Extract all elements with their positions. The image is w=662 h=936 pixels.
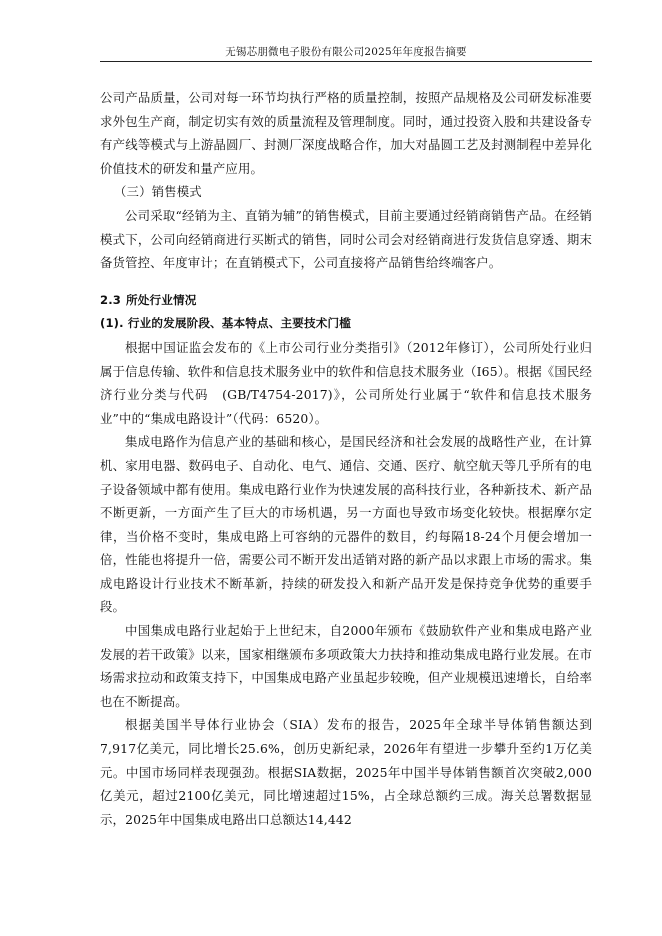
- paragraph-industry-classification: 根据中国证监会发布的《上市公司行业分类指引》（2012年修订），公司所处行业归属于信息传输、软件和信息技术服务业中的软件和信息技术服务业（I65）。根据《国民经济行业分类与代码 (GB/T4754-2017)》，公司所处行业属于“软件和信息技术服务业”中的“集成电路设计”（代码：6520）。: [100, 339, 592, 426]
- paragraph-china-ic-history: 中国集成电路行业起始于上世纪末，自2000年颁布《鼓励软件产业和集成电路产业发展的若干政策》以来，国家相继颁布多项政策大力扶持和推动集成电路行业发展。在市场需求拉动和政策支持下，中国集成电路产业虽起步较晚，但产业规模迅速增长，自给率也在不断提高。: [100, 623, 592, 709]
- section-spacer: [100, 275, 592, 289]
- paragraph-market-data: 根据美国半导体行业协会（SIA）发布的报告，2025年全球半导体销售额达到7,917亿美元，同比增长25.6%，创历史新纪录，2026年有望进一步攀升至约1万亿美元。中国市场同样表现强劲。根据SIA数据，2025年中国半导体销售额首次突破2,000亿美元，超过2100亿美元，同比增速超过15%，占全球总额约三成。海关总署数据显示，2025年中国集成电路出口总额达14,442: [100, 717, 592, 827]
- document-body: [100, 86, 592, 831]
- sales-mode-heading: （三）销售模式: [114, 184, 202, 200]
- header-divider: [100, 61, 592, 62]
- subsection-heading: (1). 行业的发展阶段、基本特点、主要技术门槛: [100, 316, 351, 331]
- section-heading: [100, 289, 592, 313]
- section-number: 2.3: [100, 292, 121, 307]
- paragraph-quality-control: 公司产品质量，公司对每一环节均执行严格的质量控制，按照产品规格及公司研发标准要求外包生产商，制定切实有效的质量流程及管理制度。同时，通过投资入股和共建设备专有产线等模式与上游晶圆厂、封测厂深度战略合作，加大对晶圆工艺及封测制程中差异化价值技术的研发和量产应用。: [100, 90, 592, 176]
- section-title: 所处行业情况: [126, 292, 197, 307]
- paragraph-sales-mode: 公司采取“经销为主、直销为辅”的销售模式，目前主要通过经销商销售产品。在经销模式下，公司向经销商进行买断式的销售，同时公司会对经销商进行发货信息穿透、期末备货管控、年度审计；在直销模式下，公司直接将产品销售给终端客户。: [100, 207, 592, 271]
- paragraph-industry-characteristics: 集成电路作为信息产业的基础和核心，是国民经济和社会发展的战略性产业，在计算机、家用电器、数码电子、自动化、电气、通信、交通、医疗、航空航天等几乎所有的电子设备领域中都有使用。集成电路行业作为快速发展的高科技行业，各种新技术、新产品不断更新，一方面产生了巨大的市场机遇，另一方面也导致市场变化较快。根据摩尔定律，当价格不变时，集成电路上可容纳的元器件的数目，约每隔18-24个月便会增加一倍，性能也将提升一倍，需要公司不断开发出适销对路的新产品以求跟上市场的需求。集成电路设计行业技术不断革新，持续的研发投入和新产品开发是保持竞争优势的重要手段。: [100, 434, 592, 615]
- page-header-title: 无锡芯朋微电子股份有限公司2025年年度报告摘要: [225, 46, 467, 58]
